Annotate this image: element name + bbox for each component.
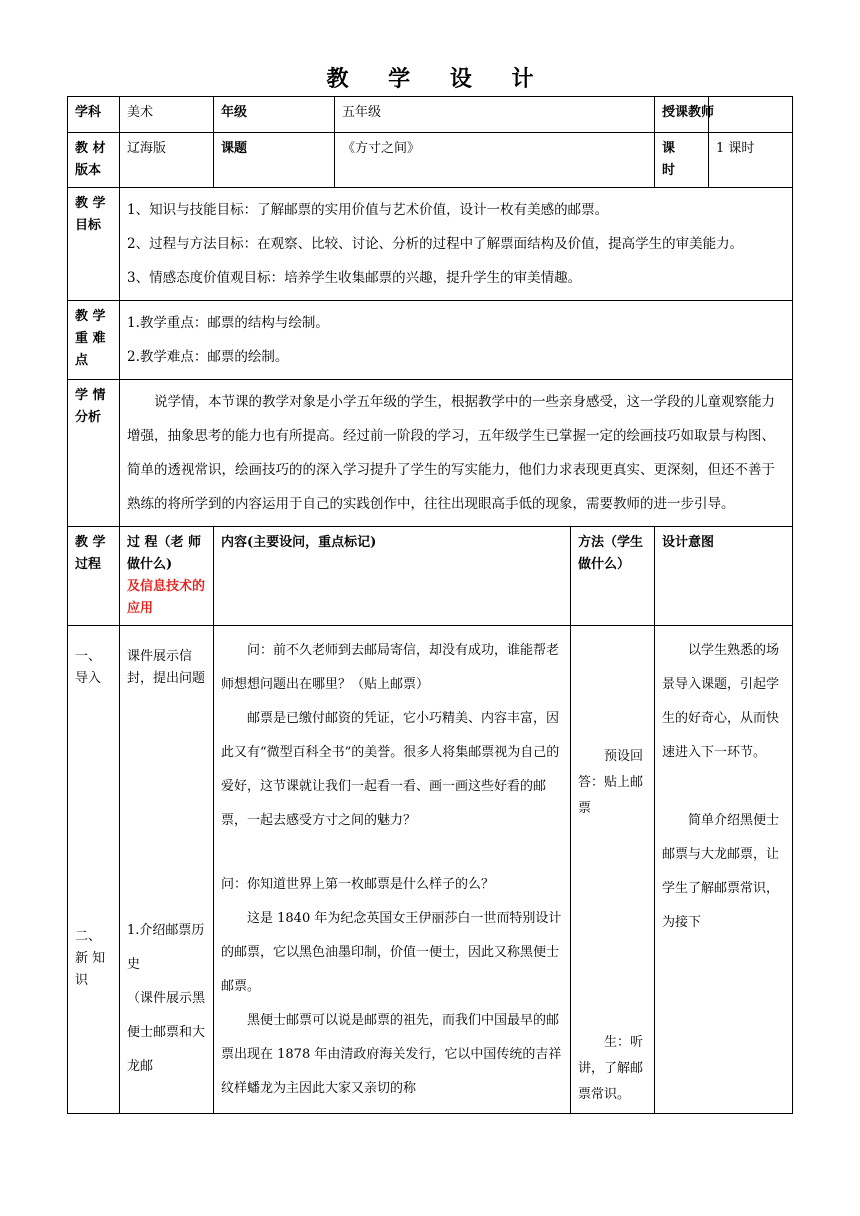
stage2-intent: 简单介绍黑便士邮票与大龙邮票，让学生了解邮票常识，为接下 bbox=[662, 813, 780, 930]
table-row bbox=[68, 626, 793, 1114]
stage1-intent: 以学生熟悉的场景导入课题，引起学生的好奇心，从而快速进入下一环节。 bbox=[662, 643, 780, 760]
topic-value: 《方寸之间》 bbox=[335, 133, 655, 188]
analysis-label: 学 情分析 bbox=[68, 380, 120, 527]
grade-label: 年级 bbox=[214, 97, 335, 133]
table-row bbox=[68, 527, 793, 626]
stage1-name: 一、导入 bbox=[75, 649, 102, 686]
stage1-method: 预设回答：贴上邮票 bbox=[578, 749, 644, 816]
stage2-method: 生：听讲，了解邮票常识。 bbox=[578, 1035, 644, 1102]
edition-label: 教 材版本 bbox=[68, 133, 120, 188]
keypoints-content bbox=[120, 301, 793, 380]
topic-label: 课题 bbox=[214, 133, 335, 188]
analysis-text: 说学情，本节课的教学对象是小学五年级的学生，根据教学中的一些亲身感受，这一学段的儿童观察能力增强，抽象思考的能力也有所提高。经过前一阶段的学习，五年级学生已掌握一定的绘画技巧如取景与构图、简单的透视常识，绘画技巧的的深入学习提升了学生的写实能力，他们力求表现更真实、更深刻，但还不善于熟练的将所学到的内容运用于自己的实践创作中，往往出现眼高手低的现象，需要教师的进一步引导。 bbox=[127, 394, 775, 512]
lesson-plan-table bbox=[67, 96, 793, 1114]
subject-value: 美术 bbox=[120, 97, 214, 133]
process-col-teacher-a: 过 程（老 师做什么) bbox=[127, 535, 202, 572]
process-col-teacher bbox=[120, 527, 214, 626]
stage2-content: 黑便士邮票可以说是邮票的祖先，而我们中国最早的邮票出现在 1878 年由清政府海关发行，它以中国传统的吉祥纹样蟠龙为主因此大家又亲切的称 bbox=[221, 1013, 562, 1096]
table-row bbox=[68, 188, 793, 301]
stage1-content: 问：前不久老师到去邮局寄信，却没有成功，谁能帮老师想想问题出在哪里？（贴上邮票） bbox=[221, 643, 560, 692]
stage2-name: 二、新 知识 bbox=[75, 929, 106, 988]
stage-process bbox=[120, 626, 214, 1114]
teacher-value bbox=[709, 97, 793, 133]
analysis-content bbox=[120, 380, 793, 527]
stage2-process-b: （课件展示黑便士邮票和大龙邮 bbox=[127, 991, 206, 1074]
grade-value: 五年级 bbox=[335, 97, 655, 133]
hours-label: 课 时 bbox=[655, 133, 709, 188]
stage-method bbox=[571, 626, 655, 1114]
goal-item: 3、情感态度价值观目标：培养学生收集邮票的兴趣，提升学生的审美情趣。 bbox=[127, 270, 582, 286]
table-row bbox=[68, 380, 793, 527]
table-row bbox=[68, 133, 793, 188]
stage1-process: 课件展示信封，提出问题 bbox=[127, 649, 206, 686]
keypoint-item: 2.教学难点：邮票的绘制。 bbox=[127, 349, 289, 365]
stage-intent bbox=[655, 626, 793, 1114]
goals-label: 教 学目标 bbox=[68, 188, 120, 301]
goals-content bbox=[120, 188, 793, 301]
teacher-label: 授课教师 bbox=[655, 97, 709, 133]
stage-names bbox=[68, 626, 120, 1114]
table-row bbox=[68, 97, 793, 133]
goal-item: 2、过程与方法目标：在观察、比较、讨论、分析的过程中了解票面结构及价值，提高学生的审美能力。 bbox=[127, 236, 744, 252]
process-col-intent: 设计意图 bbox=[655, 527, 793, 626]
process-col-content: 内容(主要设问，重点标记) bbox=[214, 527, 571, 626]
edition-value: 辽海版 bbox=[120, 133, 214, 188]
stage2-question: 问：你知道世界上第一枚邮票是什么样子的么？ bbox=[221, 877, 495, 892]
hours-value: 1 课时 bbox=[709, 133, 793, 188]
process-col-stage: 教 学过程 bbox=[68, 527, 120, 626]
process-col-teacher-b: 及信息技术的应用 bbox=[127, 579, 206, 616]
goal-item: 1、知识与技能目标：了解邮票的实用价值与艺术价值，设计一枚有美感的邮票。 bbox=[127, 202, 609, 218]
page-title: 教 学 设 计 bbox=[326, 66, 550, 92]
process-col-method: 方法（学生做什么） bbox=[571, 527, 655, 626]
keypoints-label: 教 学重 难点 bbox=[68, 301, 120, 380]
subject-label: 学科 bbox=[68, 97, 120, 133]
keypoint-item: 1.教学重点：邮票的结构与绘制。 bbox=[127, 315, 329, 331]
table-row bbox=[68, 301, 793, 380]
stage2-process-a: 1.介绍邮票历史 bbox=[127, 923, 205, 972]
stage2-content: 这是 1840 年为纪念英国女王伊丽莎白一世而特别设计的邮票，它以黑色油墨印制，价值一便士，因此又称黑便士邮票。 bbox=[221, 911, 562, 994]
stage-content bbox=[214, 626, 571, 1114]
stage1-content: 邮票是已缴付邮资的凭证，它小巧精美、内容丰富，因此又有“微型百科全书”的美誉。很多人将集邮票视为自己的爱好，这节课就让我们一起看一看、画一画这些好看的邮票，一起去感受方寸之间的魅力？ bbox=[221, 711, 560, 828]
